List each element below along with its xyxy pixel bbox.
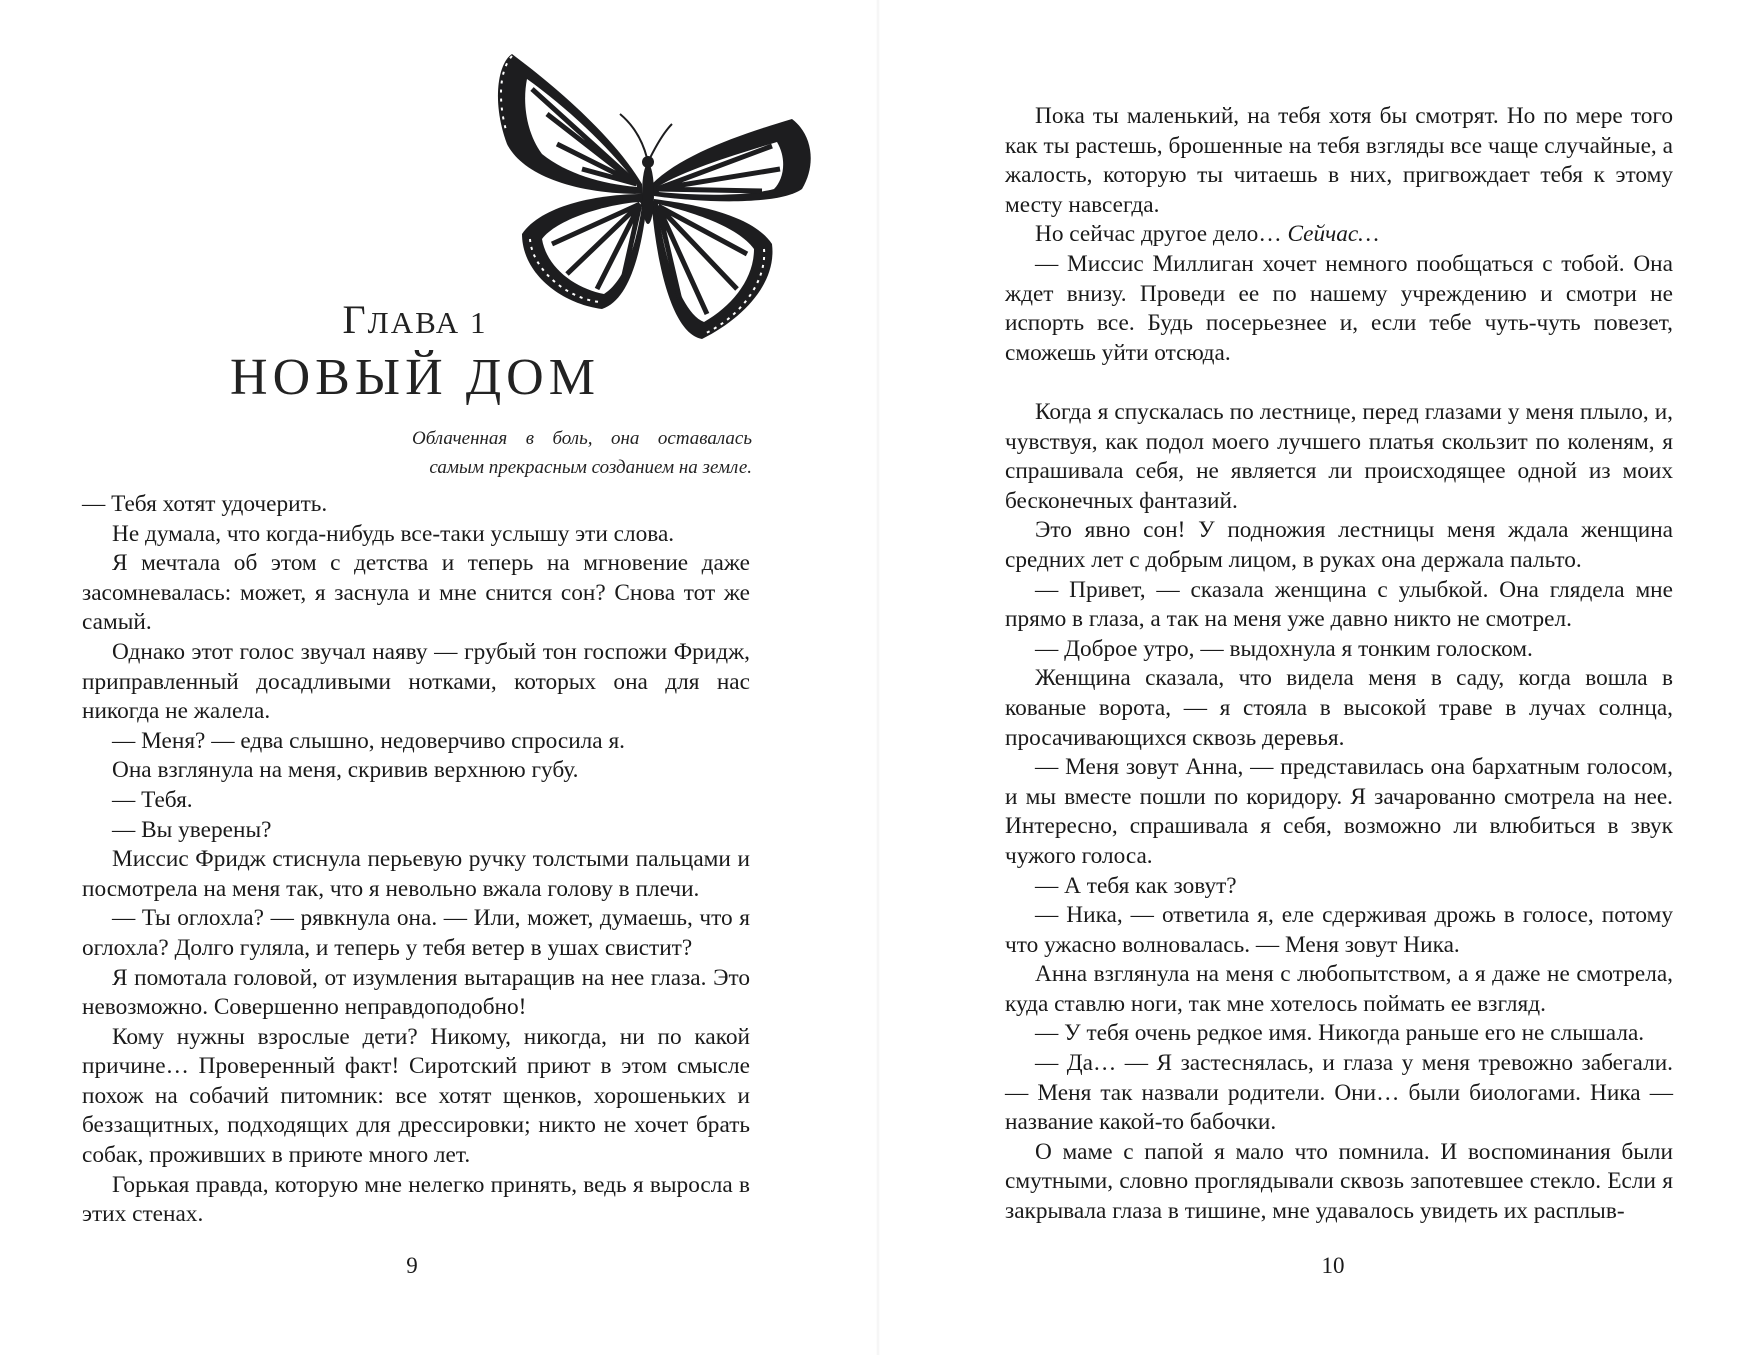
paragraph: Это явно сон! У подножия лестницы меня ждала женщина средних лет с добрым лицом, в руках она держала пальто. bbox=[1005, 517, 1673, 573]
paragraph: — А тебя как зовут? bbox=[1035, 872, 1237, 899]
paragraph: — Доброе утро, — выдохнула я тонким голоском. bbox=[1035, 635, 1533, 662]
paragraph: — Меня? — едва слышно, недоверчиво спросила я. bbox=[112, 727, 625, 754]
paragraph: Миссис Фридж стиснула перьевую ручку толстыми пальцами и посмотрела на меня так, что я невольно вжала голову в плечи. bbox=[82, 846, 750, 902]
paragraph: — Ника, — ответила я, еле сдерживая дрожь в голосе, потому что ужасно волновалась. — Меня зовут Ника. bbox=[1005, 902, 1673, 958]
chapter-label: ГЛАВА 1 bbox=[342, 297, 488, 342]
paragraph: Не думала, что когда-нибудь все-таки услышу эти слова. bbox=[112, 520, 675, 547]
right-body-text-bottom bbox=[1005, 398, 1673, 1227]
page-number: 10 bbox=[1321, 1253, 1345, 1278]
paragraph: — Миссис Миллиган хочет немного пообщаться с тобой. Она ждет внизу. Проведи ее по нашему учреждению и смотри не испорть все. Будь посерьезнее и, если тебе чуть-чуть повезет, сможешь уйти отсюда. bbox=[1005, 250, 1673, 366]
paragraph: Кому нужны взрослые дети? Никому, никогда, ни по какой причине… Проверенный факт! Сиротский приют в этом смысле похож на собачий питомник: все хотят щенков, хорошеньких и беззащитных, подходящих для дрессировки; никто не хочет брать собак, проживших в приюте много лет. bbox=[82, 1023, 750, 1169]
paragraph: Она взглянула на меня, скривив верхнюю губу. bbox=[112, 757, 579, 784]
paragraph: Я помотала головой, от изумления вытаращив на нее глаза. Это невозможно. Совершенно неправдоподобно! bbox=[82, 964, 750, 1021]
paragraph: — Привет, — сказала женщина с улыбкой. Она глядела мне прямо в глаза, а так на меня уже давно никто не смотрел. bbox=[1005, 576, 1673, 633]
paragraph: — Да… — Я застеснялась, и глаза у меня тревожно забегали. — Меня так назвали родители. Они… были биологами. Ника — название какой-то бабочки. bbox=[1005, 1050, 1673, 1136]
paragraph: Когда я спускалась по лестнице, перед глазами у меня плыло, и, чувствуя, как подол моего лучшего платья скользит по коленям, я спрашивала себя, не является ли происходящее одной из моих бесконечных фантазий. bbox=[1005, 399, 1673, 514]
page-number: 9 bbox=[406, 1253, 418, 1278]
paragraph: — Вы уверены? bbox=[112, 816, 272, 843]
paragraph: Анна взглянула на меня с любопытством, а я даже не смотрела, куда ставлю ноги, так мне хотелось поймать ее взгляд. bbox=[1005, 961, 1673, 1017]
chapter-title: НОВЫЙ ДОМ bbox=[230, 349, 600, 406]
gutter-divider bbox=[876, 0, 880, 1355]
paragraph: — Тебя. bbox=[112, 786, 193, 813]
right-body-text-top bbox=[1005, 102, 1673, 368]
paragraph: Пока ты маленький, на тебя хотя бы смотрят. Но по мере того как ты растешь, брошенные на тебя взгляды все чаще случайные, а жалость, которую ты читаешь в них, пригвождает тебя к этому месту навсегда. bbox=[1005, 103, 1673, 218]
paragraph: Я мечтала об этом с детства и теперь на мгновение даже засомневалась: может, я заснула и мне снится сон? Снова тот же самый. bbox=[82, 550, 750, 636]
left-body-text bbox=[82, 490, 750, 1230]
paragraph: О маме с папой я мало что помнила. И воспоминания были смутными, словно проглядывали сквозь запотевшее стекло. Если я закрывала глаза в тишине, мне удавалось увидеть их расплыв- bbox=[1005, 1138, 1673, 1225]
paragraph: — Тебя хотят удочерить. bbox=[82, 491, 328, 517]
epigraph: Облаченная в боль, она оставалась самым прекрасным созданием на земле. bbox=[412, 428, 752, 478]
paragraph bbox=[1005, 220, 1673, 250]
paragraph: — У тебя очень редкое имя. Никогда раньше его не слышала. bbox=[1035, 1020, 1645, 1047]
paragraph: Горькая правда, которую мне нелегко принять, ведь я выросла в этих стенах. bbox=[82, 1171, 750, 1228]
paragraph-start: Но сейчас другое дело… bbox=[1035, 221, 1288, 248]
paragraph: — Меня зовут Анна, — представилась она бархатным голосом, и мы вместе пошли по коридору. Я зачарованно смотрела на нее. Интересно, спрашивала я себя, возможно ли влюбиться в звук чужого голоса. bbox=[1005, 754, 1673, 869]
paragraph: Однако этот голос звучал наяву — грубый тон госпожи Фридж, приправленный досадливыми нотками, которых она для нас никогда не жалела. bbox=[82, 638, 750, 725]
paragraph: — Ты оглохла? — рявкнула она. — Или, может, думаешь, что я оглохла? Долго гуляла, и теперь у тебя ветер в ушах свистит? bbox=[82, 905, 750, 961]
paragraph: Женщина сказала, что видела меня в саду, когда вошла в кованые ворота, — я стояла в высокой траве в лучах солнца, просачивающихся сквозь деревья. bbox=[1005, 665, 1673, 751]
italic-word: Сейчас… bbox=[1287, 221, 1379, 248]
